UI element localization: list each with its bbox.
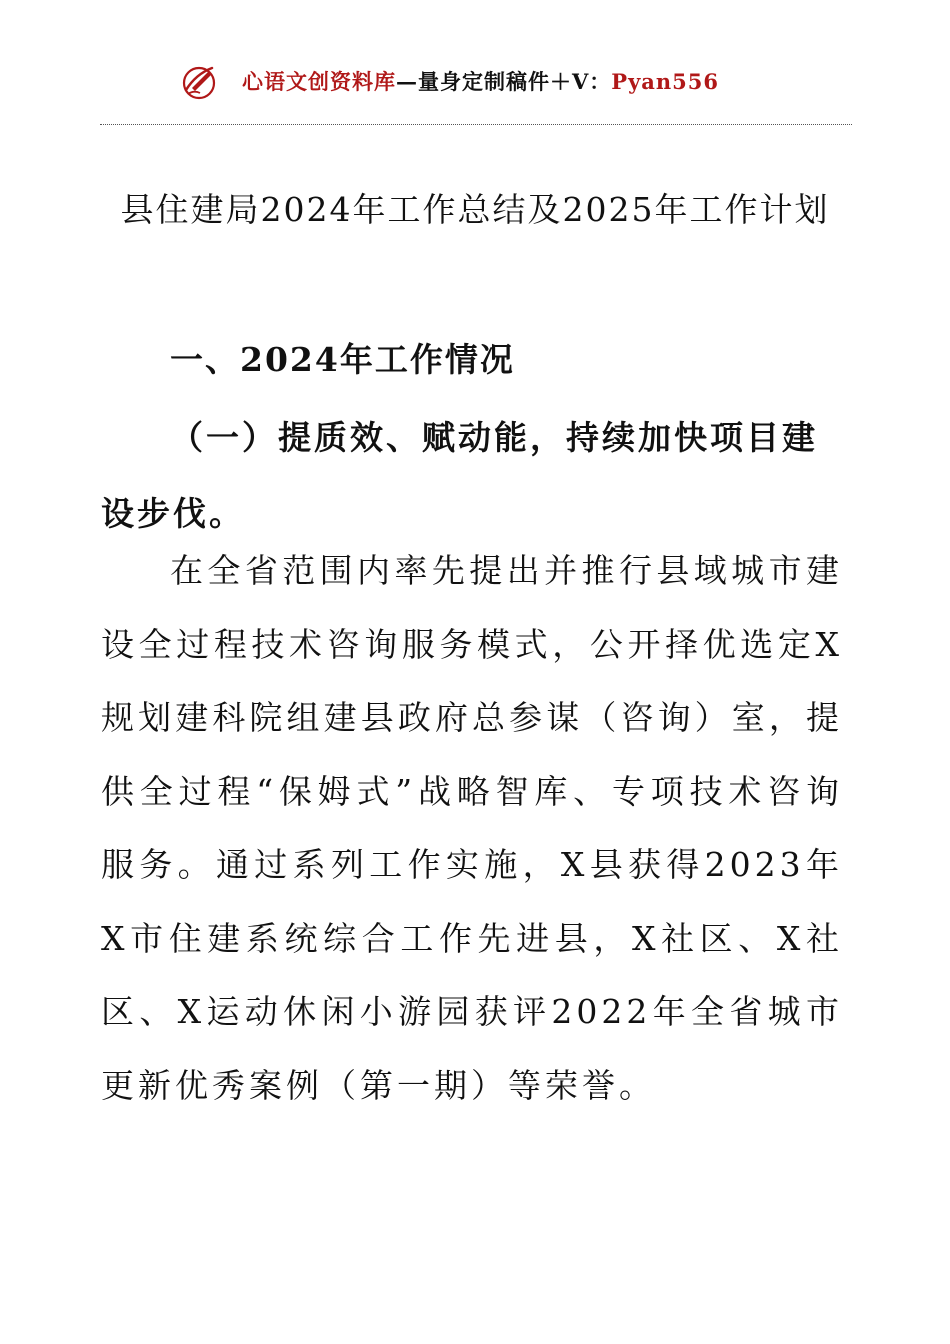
document-title: 县住建局2024年工作总结及2025年工作计划: [120, 190, 830, 229]
section-heading: 一、2024年工作情况: [170, 340, 515, 379]
subsection-heading: （一）提质效、赋动能，持续加快项目建设步伐。: [101, 418, 818, 533]
pen-logo-icon: [178, 60, 220, 102]
header-slogan: —量身定制稿件＋V：: [396, 69, 612, 94]
body-paragraph: 在全省范围内率先提出并推行县域城市建设全过程技术咨询服务模式，公开择优选定X规划建科院组建县政府总参谋（咨询）室，提供全过程“保姆式”战略智库、专项技术咨询服务。通过系列工作实施，X县获得2023年X市住建系统综合工作先进县，X社区、X社区、X运动休闲小游园获评2022年全省城市更新优秀案例（第一期）等荣誉。: [101, 551, 843, 1105]
brand-name: 心语文创资料库: [242, 69, 396, 94]
header-text: [242, 66, 719, 96]
page-header: [178, 58, 719, 104]
wechat-id: Pyan556: [611, 69, 720, 94]
header-divider: [100, 124, 852, 125]
